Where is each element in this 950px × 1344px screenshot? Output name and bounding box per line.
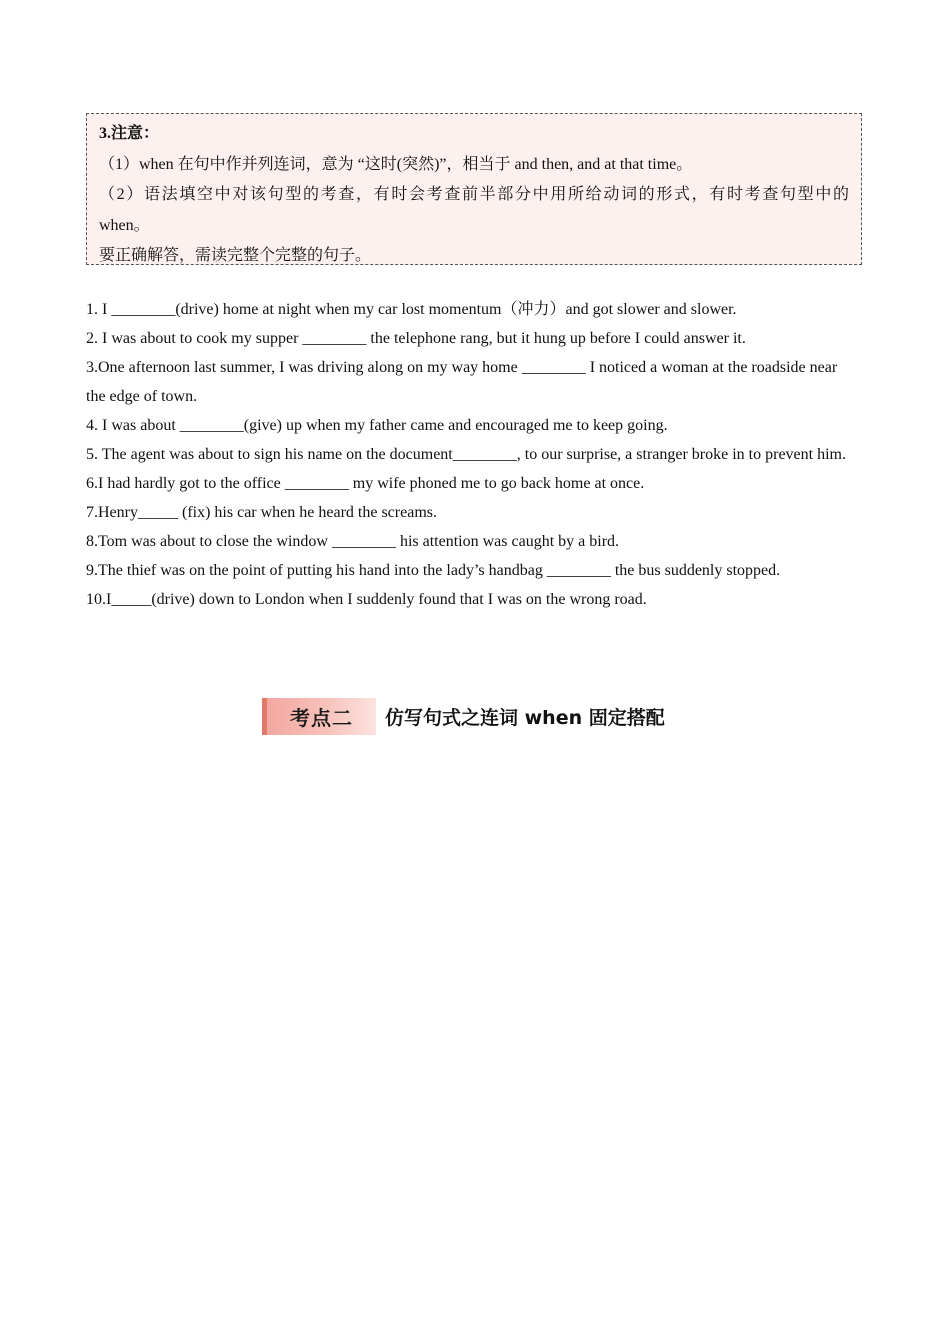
exercise-item-10: 10.I_____(drive) down to London when I suddenly found that I was on the wrong road.: [86, 591, 647, 608]
exercise-item-2: 2. I was about to cook my supper ________ the telephone rang, but it hung up before I could answer it.: [86, 330, 746, 347]
exercise-item-6: 6.I had hardly got to the office ________ my wife phoned me to go back home at once.: [86, 475, 645, 492]
note-title: 3.注意：: [99, 125, 160, 142]
exercise-item-9: 9.The thief was on the point of putting his hand into the lady’s handbag ________ the bus suddenly stopped.: [86, 562, 781, 579]
exercise-item-3: 3.One afternoon last summer, I was driving along on my way home ________ I noticed a woman at the roadside near the edge of town.: [86, 359, 838, 405]
note-line-3: when。: [99, 216, 150, 234]
exercise-list: [86, 295, 856, 614]
note-box: [86, 113, 862, 265]
section-header: [262, 697, 665, 735]
section-tag: 考点二: [262, 698, 376, 735]
exercise-item-8: 8.Tom was about to close the window ________ his attention was caught by a bird.: [86, 533, 620, 550]
exercise-item-5: 5. The agent was about to sign his name on the document________, to our surprise, a stranger broke in to prevent him.: [86, 446, 846, 463]
exercise-item-4: 4. I was about ________(give) up when my father came and encouraged me to keep going.: [86, 417, 668, 434]
note-line-1: （1）when 在句中作并列连词，意为 “这时(突然)”，相当于 and then, and at that time。: [99, 155, 693, 173]
exercise-item-1: 1. I ________(drive) home at night when my car lost momentum（冲力）and got slower and slower.: [86, 301, 737, 318]
note-line-2: （2）语法填空中对该句型的考查，有时会考查前半部分中用所给动词的形式，有时考查句型中的: [99, 186, 849, 203]
exercise-item-7: 7.Henry_____ (fix) his car when he heard the screams.: [86, 504, 437, 521]
note-line-4: 要正确解答，需读完整个完整的句子。: [99, 247, 372, 264]
section-title: 仿写句式之连词 when 固定搭配: [385, 706, 665, 729]
